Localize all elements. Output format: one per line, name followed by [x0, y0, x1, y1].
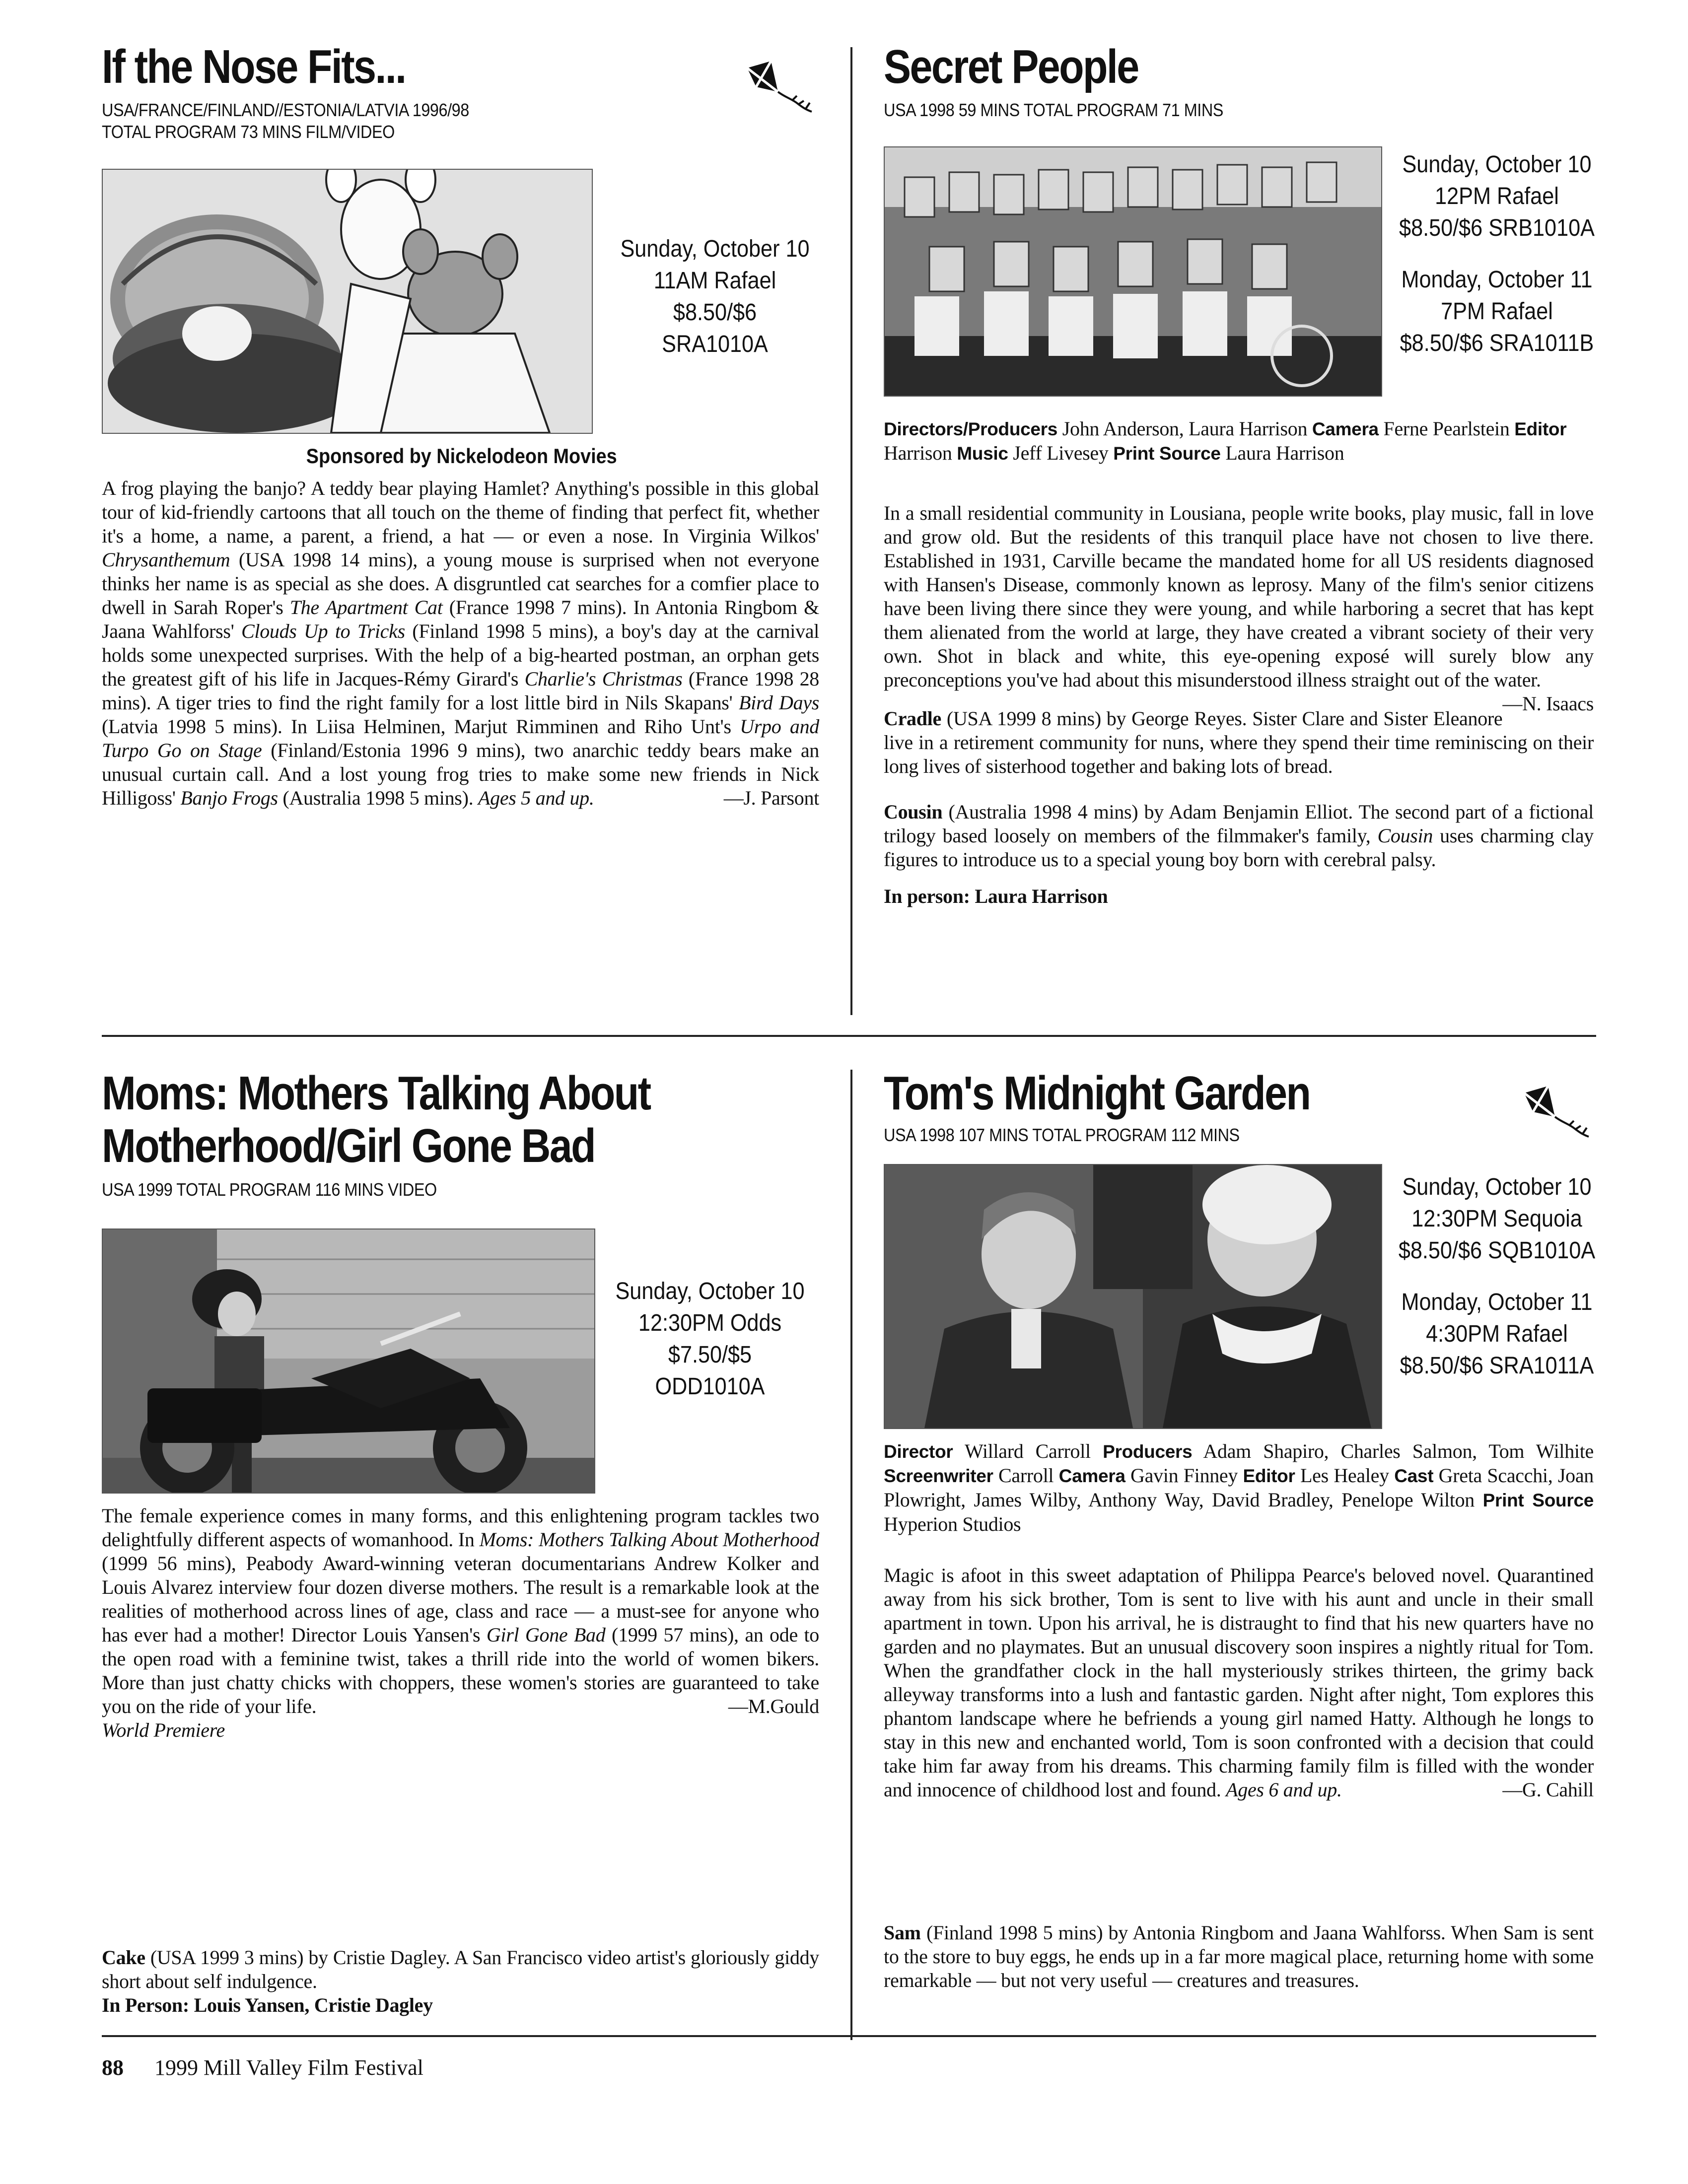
program-meta-line: USA 1999 TOTAL PROGRAM 116 MINS VIDEO	[102, 1179, 437, 1200]
showing-times	[610, 233, 820, 360]
page-footer	[102, 2055, 423, 2080]
showing-time-venue: 12:30PM Sequoia	[1411, 1206, 1582, 1232]
boy-and-elderly-woman-still	[884, 1164, 1382, 1429]
title-line: Moms: Mothers Talking About	[102, 1067, 650, 1120]
reviewer-signature: —G. Cahill	[1502, 1778, 1594, 1801]
cartoon-mice-still	[102, 169, 593, 434]
program-credits	[884, 1439, 1594, 1536]
program-meta-line: USA/FRANCE/FINLAND//ESTONIA/LATVIA 1996/98	[102, 100, 469, 120]
short-film-paragraph: Cake (USA 1999 3 mins) by Cristie Dagley. A San Francisco video artist's gloriously giddy short about self indulgence.	[102, 1946, 819, 1992]
section-divider	[102, 1035, 1596, 1037]
woman-on-motorcycle-photo	[102, 1228, 595, 1494]
showing-date: Sunday, October 10	[620, 236, 810, 262]
description-paragraph: In a small residential community in Lousiana, people write books, play music, fall in love and grow old. But the residents of this tranquil place have not chosen to live there. Established in 1931, Carville became the mandated home for all US residents diagnosed with Hansen's Disease, commonly known as leprosy. Many of the film's senior citizens have been living there since they were young, and while harboring a secret that has kept them alienated from the world at large, they have created a vibrant society of their very own. Shot in black and white, this eye-opening exposé will surely blow any preconceptions you've had about this misunderstood illness straight out of the water. —N. Isaacs	[884, 502, 1594, 715]
in-person-guest: In person: Laura Harrison	[884, 885, 1108, 907]
kite-icon	[742, 57, 817, 122]
showing-times	[610, 1276, 811, 1403]
sponsor-line	[102, 444, 822, 468]
showing-date: Monday, October 11	[1401, 1289, 1593, 1315]
program-title-secret-people: Secret People	[884, 40, 1138, 93]
festival-name: 1999 Mill Valley Film Festival	[154, 2055, 423, 2080]
program-meta	[884, 99, 1223, 121]
showing-times	[1397, 149, 1598, 359]
program-meta-line: TOTAL PROGRAM 73 MINS FILM/VIDEO	[102, 122, 395, 142]
description-paragraph: A frog playing the banjo? A teddy bear playing Hamlet? Anything's possible in this global tour of kid-friendly cartoons that all touch on the theme of finding that perfect fit, whether it's a home, a name, a parent, a friend, a hat — or even a nose. In Virginia Wilkos' Chrysanthemum (USA 1998 14 mins), a young mouse is surprised when not everyone thinks her name is as special as she does. A disgruntled cat searches for a comfier place to dwell in Sarah Roper's The Apartment Cat (France 1998 7 mins). In Antonia Ringbom & Jaana Wahlforss' Clouds Up to Tricks (Finland 1998 5 mins), a boy's day at the carnival holds some unexpected surprises. With the help of a big-hearted postman, an orphan gets the greatest gift of his life in Jacques-Rémy Girard's Charlie's Christmas (France 1998 28 mins). A tiger tries to find the right family for a lost little bird in Nils Skapans' Bird Days (Latvia 1998 5 mins). In Liisa Helminen, Marjut Rimminen and Riho Unt's Urpo and Turpo Go on Stage (Finland/Estonia 1996 9 mins), two anarchic teddy bears make an unusual curtain call. And a lost young frog tries to make some new friends in Nick Hilligoss' Banjo Frogs (Australia 1998 5 mins). Ages 5 and up. —J. Parsont	[102, 477, 820, 809]
program-title-moms	[102, 1067, 650, 1172]
showing-price: $7.50/$5	[668, 1342, 752, 1368]
footer-divider	[102, 2035, 1596, 2037]
premiere-note: World Premiere	[102, 1719, 225, 1741]
program-meta	[102, 99, 469, 143]
showing-date: Sunday, October 10	[1402, 151, 1592, 178]
in-person-guest: In Person: Louis Yansen, Cristie Dagley	[102, 1994, 433, 2016]
kite-icon	[1519, 1082, 1594, 1147]
showing-time-venue: 7PM Rafael	[1441, 298, 1553, 325]
showing-price: $8.50/$6	[673, 299, 757, 326]
program-meta-line: USA 1998 107 MINS TOTAL PROGRAM 112 MINS	[884, 1125, 1240, 1145]
short-film-cousin: Cousin (Australia 1998 4 mins) by Adam Benjamin Elliot. The second part of a fictional trilogy based loosely on members of the filmmaker's family, Cousin uses charming clay figures to introduce us to a special young boy born with cerebral palsy.	[884, 801, 1594, 871]
short-film-cake	[102, 1946, 819, 2017]
program-meta	[102, 1179, 437, 1201]
program-description	[884, 1564, 1594, 1802]
description-paragraph: The female experience comes in many forms, and this enlightening program tackles two delightfully different aspects of womanhood. In Moms: Mothers Talking About Motherhood (1999 56 mins), Peabody Award-winning veteran documentarians Andrew Kolker and Louis Alvarez interview four dozen diverse mothers. The result is a remarkable look at the realities of motherhood across lines of age, class and race — a must-see for anyone who has ever had a mother! Director Louis Yansen's Girl Gone Bad (1999 57 mins), an ode to the open road with a feminine twist, takes a thrill ride into the world of women bikers. More than just chatty chicks with choppers, these women's stories are guaranteed to take you on the ride of your life. —M.Gould	[102, 1504, 819, 1717]
program-description	[884, 501, 1594, 908]
program-description	[102, 477, 819, 810]
showing-price-code: $8.50/$6 SRB1010A	[1399, 215, 1595, 241]
short-film-cradle: Cradle (USA 1999 8 mins) by George Reyes. Sister Clare and Sister Eleanore live in a retirement community for nuns, where they spend their time reminiscing on their long lives of sisterhood together and baking lots of bread.	[884, 707, 1594, 777]
showing-time-venue: 4:30PM Rafael	[1426, 1321, 1568, 1347]
short-film-paragraph: Sam (Finland 1998 5 mins) by Antonia Ringbom and Jaana Wahlforss. When Sam is sent to the store to buy eggs, he ends up in a far more magical place, returning home with some remarkable — but not very useful — creatures and treasures.	[884, 1921, 1594, 1991]
program-title-toms-midnight-garden: Tom's Midnight Garden	[884, 1067, 1310, 1120]
showing-price-code: $8.50/$6 SRA1011A	[1400, 1353, 1594, 1379]
reviewer-signature: —N. Isaacs	[1502, 692, 1594, 715]
showing-time-venue: 12:30PM Odds	[638, 1310, 782, 1336]
showing-date: Monday, October 11	[1401, 267, 1593, 293]
short-film-sam	[884, 1921, 1594, 1992]
showing-date: Sunday, October 10	[615, 1278, 805, 1304]
showing-time-venue: 12PM Rafael	[1435, 183, 1559, 209]
showing-price-code: $8.50/$6 SRA1011B	[1400, 330, 1594, 356]
showing-date: Sunday, October 10	[1402, 1174, 1592, 1200]
program-meta	[884, 1124, 1240, 1146]
showing-price-code: $8.50/$6 SQB1010A	[1398, 1237, 1596, 1264]
column-divider	[850, 47, 852, 1015]
page-number: 88	[102, 2055, 124, 2080]
showing-times	[1397, 1171, 1598, 1382]
credits-paragraph: Directors/Producers John Anderson, Laura Harrison Camera Ferne Pearlstein Editor Harrison Music Jeff Livesey Print Source Laura Harrison	[884, 417, 1567, 464]
title-line: Motherhood/Girl Gone Bad	[102, 1119, 595, 1172]
program-title-if-the-nose-fits: If the Nose Fits...	[102, 40, 406, 93]
column-divider	[850, 1070, 852, 2040]
reviewer-signature: —M.Gould	[728, 1695, 819, 1717]
description-paragraph: Magic is afoot in this sweet adaptation of Philippa Pearce's beloved novel. Quarantined away from his sick brother, Tom is sent to live with his aunt and uncle in their small apartment in town. Upon his arrival, he is distraught to find that his new quarters have no garden and no playmates. But an unusual discovery soon inspires a nightly ritual for Tom. When the grandfather clock in the hall mysteriously strikes thirteen, the grimy back alleyway transforms into a lush and fantastic garden. Night after night, Tom explores this phantom landscape where he befriends a young girl named Hatty. Although he longs to stay in this new and enchanted world, Tom is soon confronted with a decision that could take him far away from his dreams. This charming family film is filled with the wonder and innocence of childhood lost and found. Ages 6 and up. —G. Cahill	[884, 1564, 1594, 1801]
program-description	[102, 1504, 819, 1742]
program-meta-line: USA 1998 59 MINS TOTAL PROGRAM 71 MINS	[884, 100, 1223, 120]
showing-time-venue: 11AM Rafael	[653, 268, 776, 294]
masked-residents-photo	[884, 146, 1382, 397]
showing-code: ODD1010A	[655, 1373, 765, 1400]
credits-paragraph: Director Willard Carroll Producers Adam Shapiro, Charles Salmon, Tom Wilhite Screenwriter Carroll Camera Gavin Finney Editor Les Healey Cast Greta Scacchi, Joan Plowright, James Wilby, Anthony Way, David Bradley, Penelope Wilton Print Source Hyperion Studios	[884, 1440, 1594, 1535]
reviewer-signature: —J. Parsont	[723, 787, 819, 809]
showing-code: SRA1010A	[662, 331, 768, 357]
sponsor-text: Sponsored by Nickelodeon Movies	[306, 444, 617, 468]
program-credits	[884, 417, 1594, 466]
